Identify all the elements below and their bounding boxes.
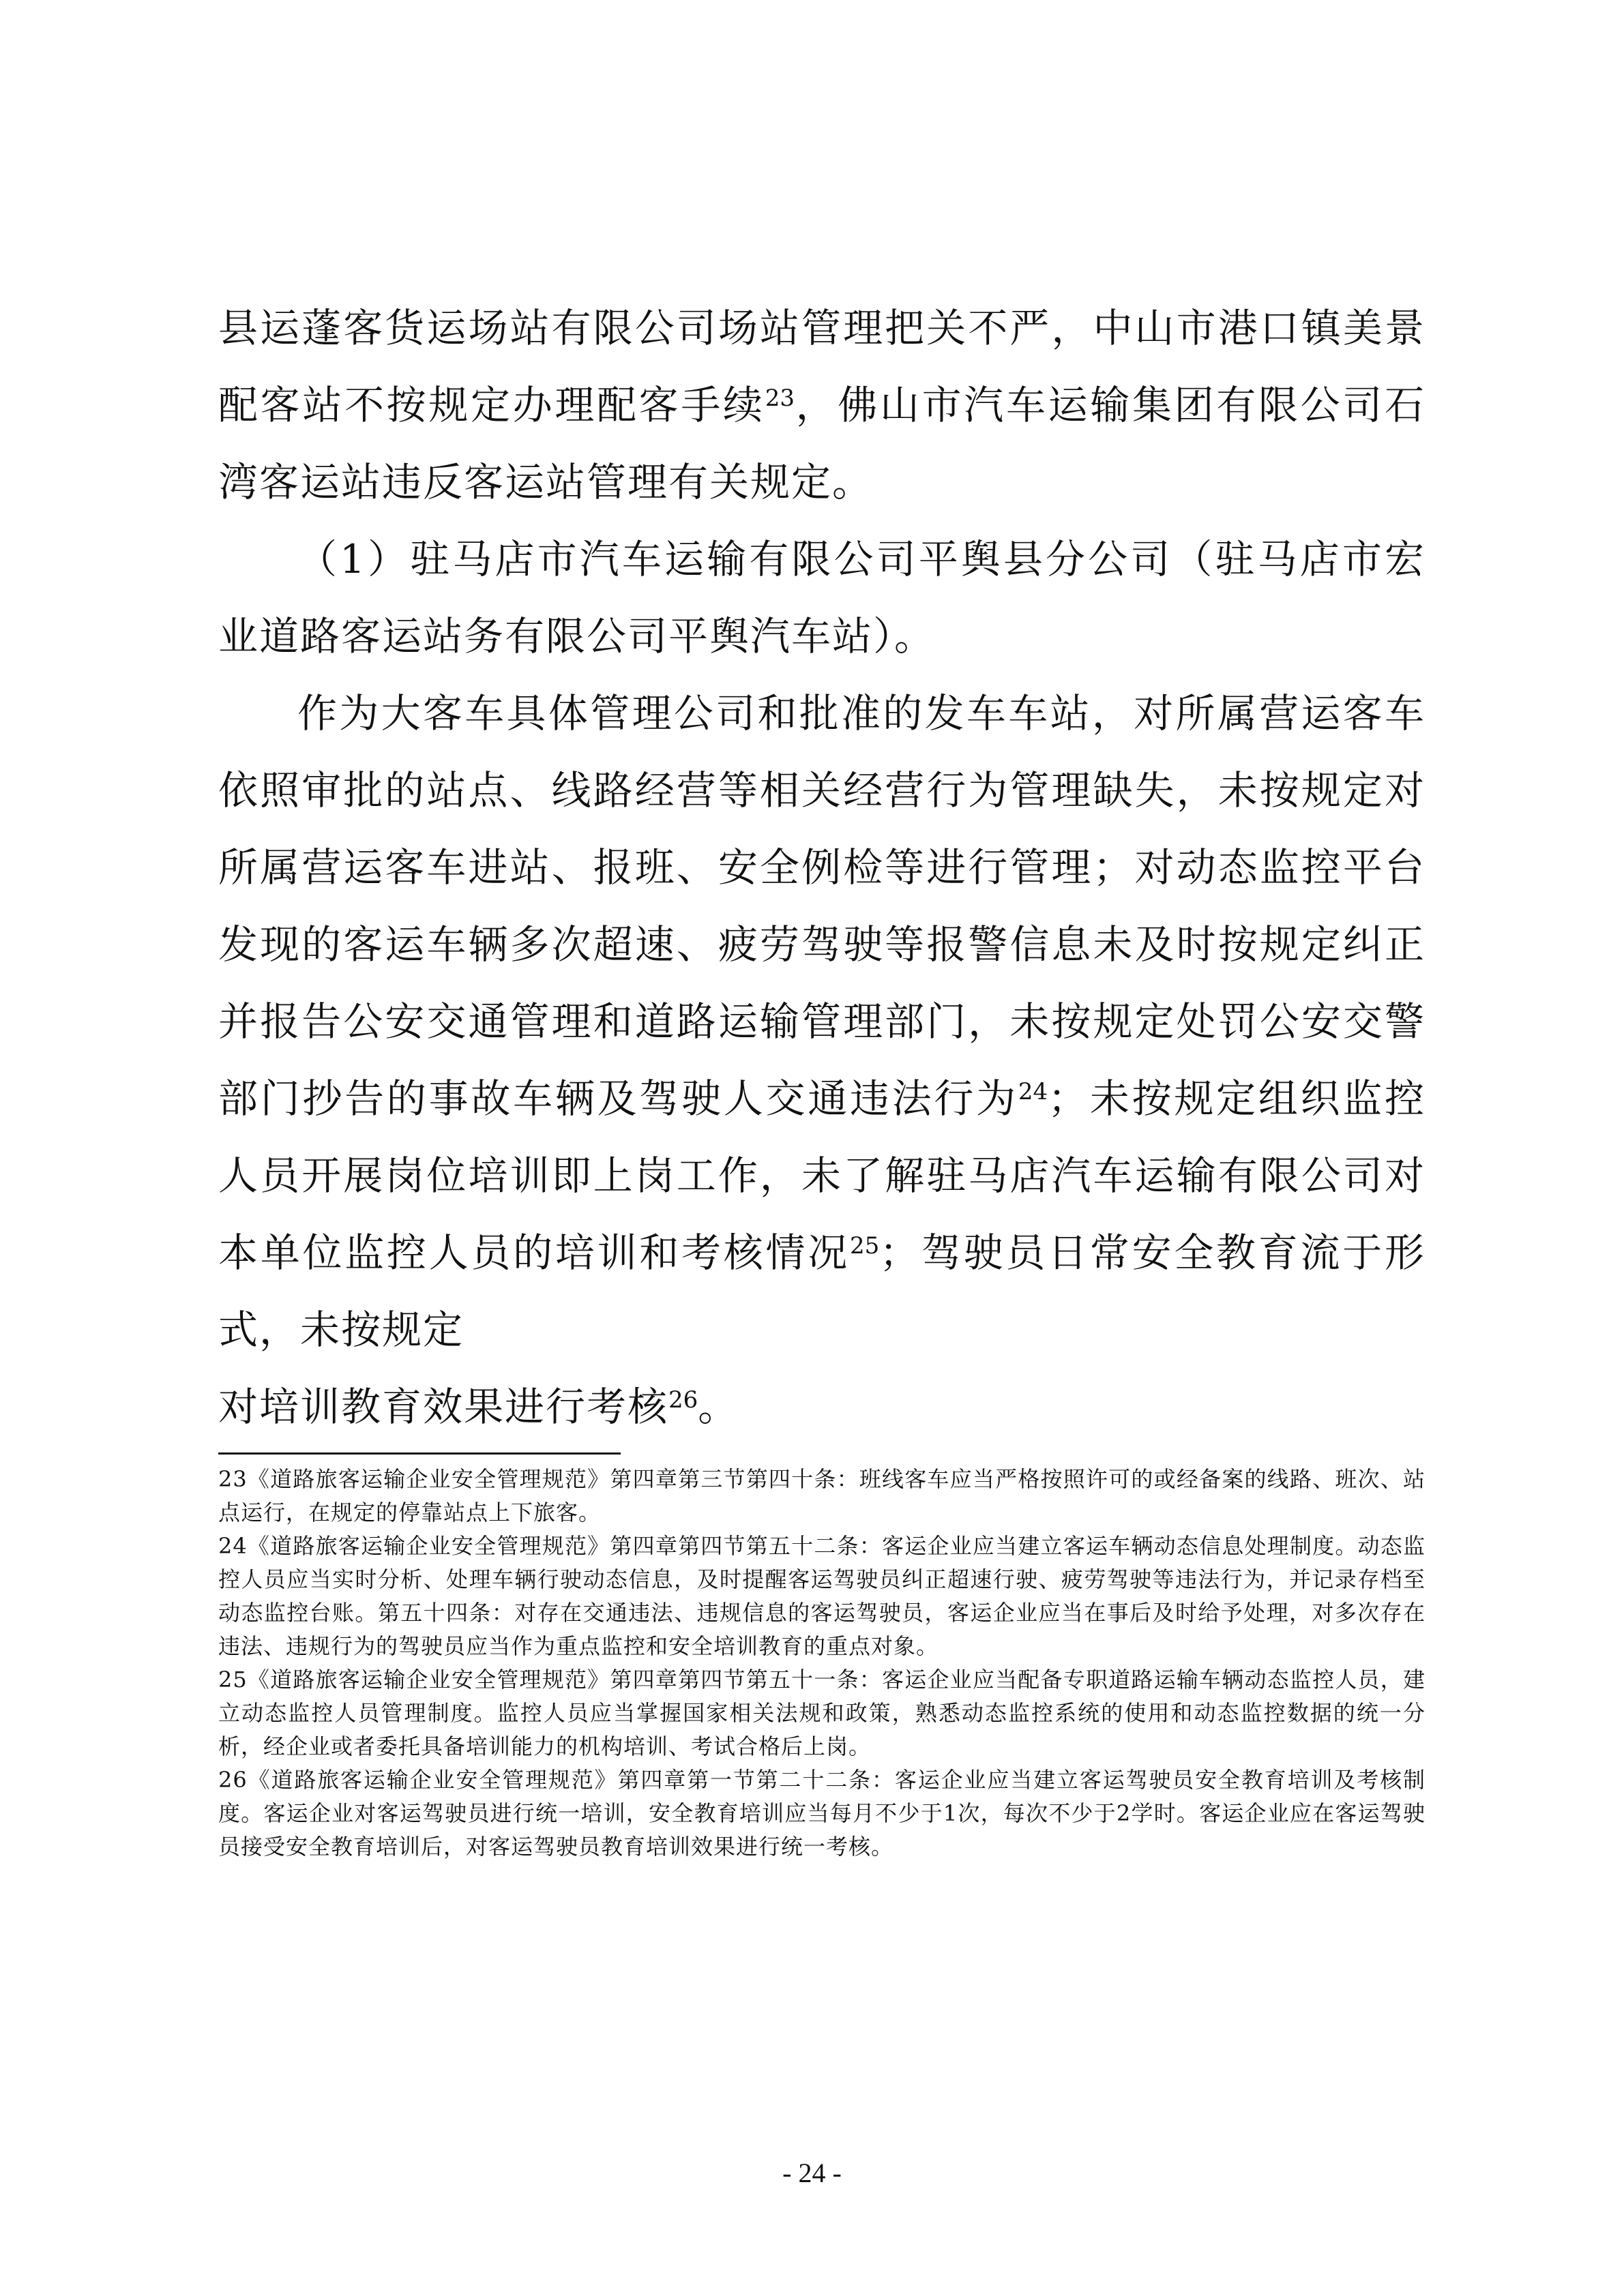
page-number: - 24 - [782, 2158, 842, 2188]
footnote-ref-23: 23 [765, 385, 795, 412]
paragraph-4 [218, 1369, 1426, 1446]
paragraph-3-text-c: ；驾驶员日常安全教育流于形式，未按规定 [218, 1229, 1426, 1353]
paragraph-3-text-b: ；未按规定组织监控人员开展岗位培训即上岗工作，未了解驻马店汽车运输有限公司对本单位监控人员的培训和考核情况 [218, 1075, 1426, 1276]
paragraph-1-tail: ，佛山市汽车运输集团有限公司石湾客运站违反客运站管理有关规定。 [218, 382, 1426, 505]
paragraph-1-text: 县运蓬客货运场站有限公司场站管理把关不严，中山市港口镇美景配客站不按规定办理配客手续 [218, 305, 1426, 428]
paragraph-4-tail: 。 [698, 1384, 739, 1430]
footnote-24: 24《道路旅客运输企业安全管理规范》第四章第四节第五十二条：客运企业应当建立客运车辆动态信息处理制度。动态监控人员应当实时分析、处理车辆行驶动态信息，及时提醒客运驾驶员纠正超速行驶、疲劳驾驶等违法行为，并记录存档至动态监控台账。第五十四条：对存在交通违法、违规信息的客运驾驶员，客运企业应当在事后及时给予处理，对多次存在违法、违规行为的驾驶员应当作为重点监控和安全培训教育的重点对象。 [218, 1533, 1426, 1659]
footnote-ref-24: 24 [1018, 1078, 1048, 1105]
body-text [218, 290, 1426, 1446]
paragraph-2: （1）驻马店市汽车运输有限公司平舆县分公司（驻马店市宏业道路客运站务有限公司平舆汽车站）。 [218, 536, 1426, 659]
footnote-25: 25《道路旅客运输企业安全管理规范》第四章第四节第五十一条：客运企业应当配备专职道路运输车辆动态监控人员，建立动态监控人员管理制度。监控人员应当掌握国家相关法规和政策，熟悉动态监控系统的使用和动态监控数据的统一分析，经企业或者委托具备培训能力的机构培训、考试合格后上岗。 [218, 1667, 1426, 1759]
footnote-26: 26《道路旅客运输企业安全管理规范》第四章第一节第二十二条：客运企业应当建立客运驾驶员安全教育培训及考核制度。客运企业对客运驾驶员进行统一培训，安全教育培训应当每月不少于1次，每次不少于2学时。客运企业应在客运驾驶员接受安全教育培训后，对客运驾驶员教育培训效果进行统一考核。 [218, 1767, 1426, 1860]
paragraph-1 [218, 290, 1426, 521]
footnote-ref-25: 25 [849, 1232, 880, 1259]
footnote-ref-26: 26 [668, 1386, 698, 1414]
paragraph-3-text-a: 作为大客车具体管理公司和批准的发车车站，对所属营运客车依照审批的站点、线路经营等相关经营行为管理缺失，未按规定对所属营运客车进站、报班、安全例检等进行管理；对动态监控平台发现的客运车辆多次超速、疲劳驾驶等报警信息未及时按规定纠正并报告公安交通管理和道路运输管理部门，未按规定处罚公安交警部门抄告的事故车辆及驾驶人交通违法行为 [218, 690, 1426, 1122]
footnotes [218, 1463, 1426, 1864]
footnote-separator [218, 1452, 621, 1455]
paragraph-4-text: 对培训教育效果进行考核 [218, 1384, 669, 1430]
footnote-23: 23《道路旅客运输企业安全管理规范》第四章第三节第四十条：班线客车应当严格按照许可的或经备案的线路、班次、站点运行，在规定的停靠站点上下旅客。 [218, 1466, 1426, 1525]
paragraph-3 [218, 675, 1426, 1369]
